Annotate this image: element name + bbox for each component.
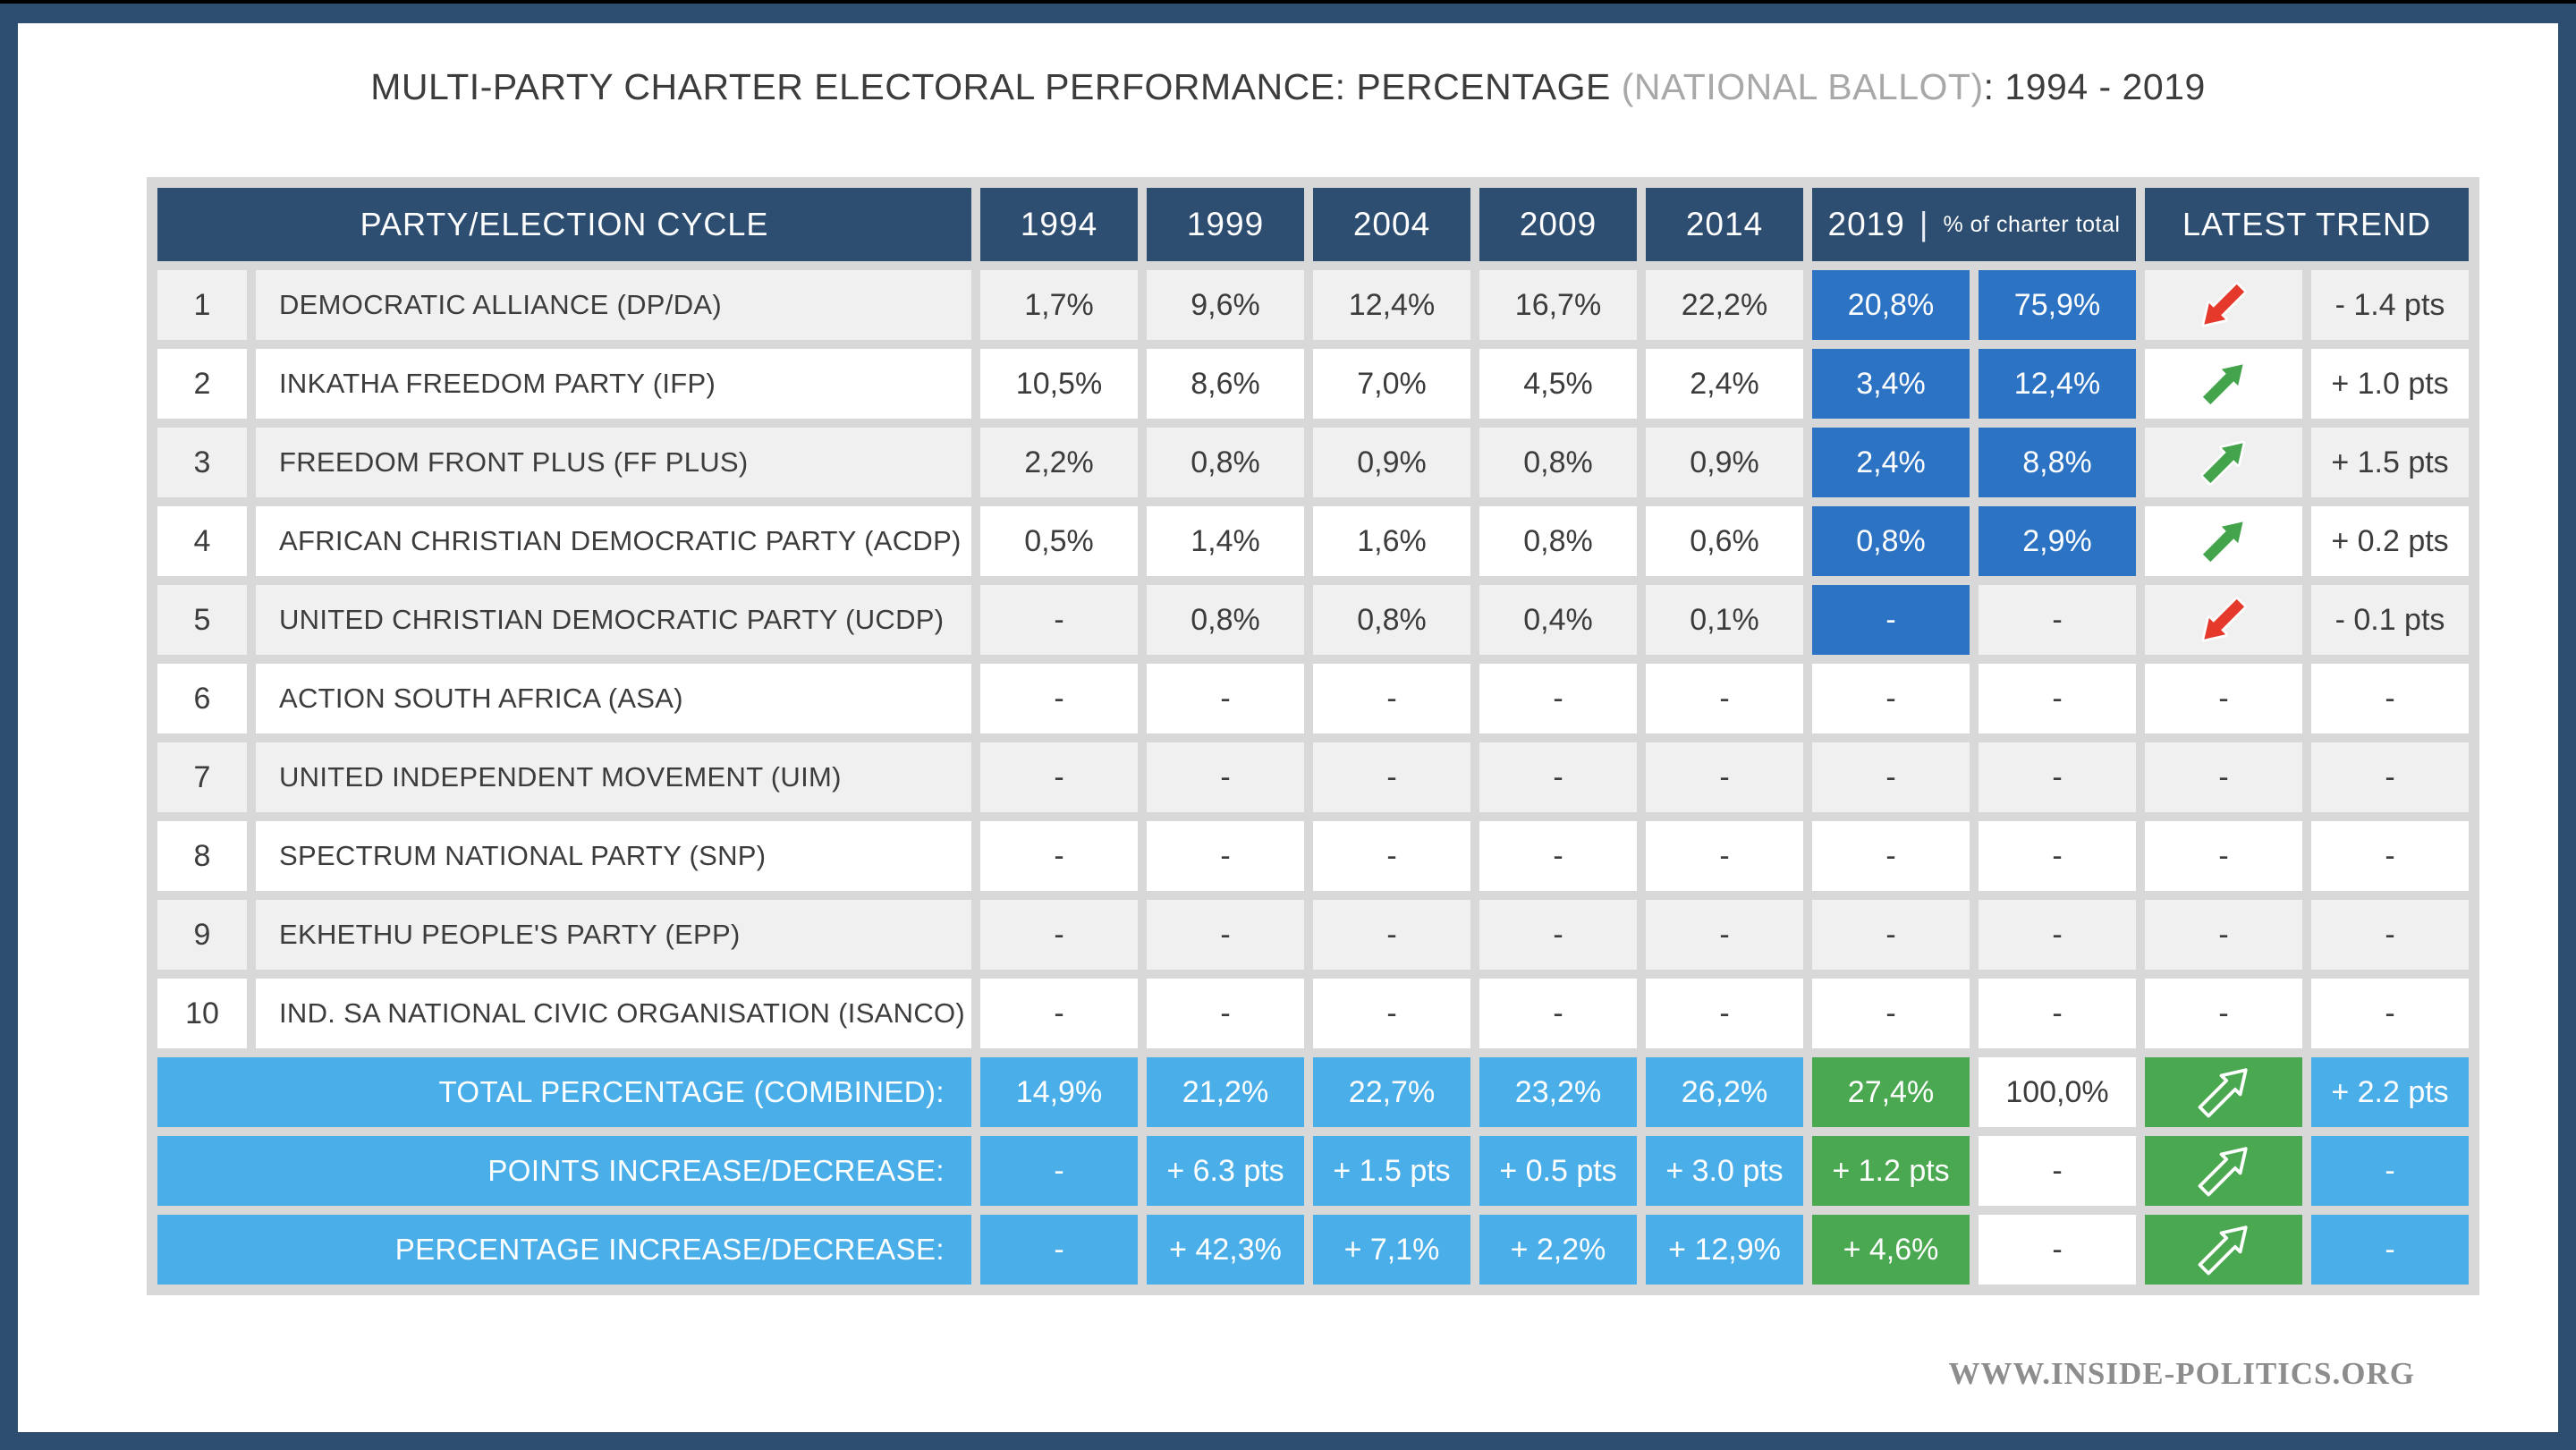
year-value-cell: -	[980, 664, 1138, 733]
year-value-cell: -	[1313, 979, 1470, 1048]
title-years: : 1994 - 2019	[1983, 66, 2206, 107]
year-value-cell: -	[1313, 742, 1470, 812]
trend-change-cell: - 1.4 pts	[2311, 270, 2469, 340]
value-2019-cell: -	[1812, 585, 1970, 655]
page-title	[0, 66, 2576, 108]
footer-2019-cell: + 1.2 pts	[1812, 1136, 1970, 1206]
footer-trend-icon-cell	[2145, 1215, 2302, 1285]
value-2019-cell: -	[1812, 742, 1970, 812]
footer-year-value-cell: -	[980, 1215, 1138, 1285]
trend-icon-cell	[2145, 506, 2302, 576]
party-name-cell: EKHETHU PEOPLE'S PARTY (EPP)	[256, 900, 971, 970]
year-value-cell: -	[980, 979, 1138, 1048]
year-value-cell: -	[980, 900, 1138, 970]
year-value-cell: 2,4%	[1646, 349, 1803, 419]
trend-icon-cell	[2145, 270, 2302, 340]
year-value-cell: 1,4%	[1147, 506, 1304, 576]
trend-icon-cell: -	[2145, 664, 2302, 733]
party-name-cell: UNITED INDEPENDENT MOVEMENT (UIM)	[256, 742, 971, 812]
footer-charter-share-cell: -	[1979, 1136, 2136, 1206]
year-value-cell: 2,2%	[980, 428, 1138, 497]
trend-up-outline-icon	[2196, 1064, 2251, 1120]
row-number: 5	[157, 585, 247, 655]
charter-share-cell: -	[1979, 821, 2136, 891]
charter-share-cell: 2,9%	[1979, 506, 2136, 576]
trend-change-cell: + 1.5 pts	[2311, 428, 2469, 497]
value-2019-cell: -	[1812, 664, 1970, 733]
footer-trend-change-cell: -	[2311, 1136, 2469, 1206]
trend-change-cell: - 0.1 pts	[2311, 585, 2469, 655]
footer-2019-cell: + 4,6%	[1812, 1215, 1970, 1285]
year-value-cell: 0,8%	[1147, 585, 1304, 655]
footer-year-value-cell: 21,2%	[1147, 1057, 1304, 1127]
year-value-cell: -	[1313, 664, 1470, 733]
party-name-cell: DEMOCRATIC ALLIANCE (DP/DA)	[256, 270, 971, 340]
year-value-cell: -	[1479, 900, 1637, 970]
footer-charter-share-cell: 100,0%	[1979, 1057, 2136, 1127]
footer-trend-icon-cell	[2145, 1057, 2302, 1127]
year-value-cell: -	[1313, 900, 1470, 970]
year-value-cell: 1,6%	[1313, 506, 1470, 576]
value-2019-cell: 0,8%	[1812, 506, 1970, 576]
year-value-cell: -	[1646, 979, 1803, 1048]
trend-down-icon	[2199, 281, 2248, 329]
footer-trend-icon-cell	[2145, 1136, 2302, 1206]
trend-icon-cell: -	[2145, 742, 2302, 812]
row-number: 7	[157, 742, 247, 812]
year-value-cell: 9,6%	[1147, 270, 1304, 340]
value-2019-cell: 3,4%	[1812, 349, 1970, 419]
footer-year-value-cell: + 0.5 pts	[1479, 1136, 1637, 1206]
header-2019: 2019	[1827, 206, 1905, 242]
year-value-cell: -	[1646, 821, 1803, 891]
footer-year-value-cell: 14,9%	[980, 1057, 1138, 1127]
electoral-performance-table	[147, 177, 2479, 1295]
year-value-cell: -	[1646, 900, 1803, 970]
trend-up-outline-icon	[2196, 1222, 2251, 1277]
header-divider: |	[1919, 206, 1929, 242]
footer-label: TOTAL PERCENTAGE (COMBINED):	[157, 1057, 971, 1127]
header-2004: 2004	[1313, 188, 1470, 261]
footer-year-value-cell: + 12,9%	[1646, 1215, 1803, 1285]
year-value-cell: -	[1646, 742, 1803, 812]
year-value-cell: -	[1147, 742, 1304, 812]
year-value-cell: 0,8%	[1147, 428, 1304, 497]
trend-icon-cell: -	[2145, 821, 2302, 891]
footer-year-value-cell: 26,2%	[1646, 1057, 1803, 1127]
trend-up-icon	[2199, 438, 2248, 487]
trend-icon-cell	[2145, 428, 2302, 497]
year-value-cell: 0,4%	[1479, 585, 1637, 655]
trend-up-icon	[2199, 517, 2248, 565]
year-value-cell: -	[1479, 742, 1637, 812]
year-value-cell: -	[1147, 979, 1304, 1048]
charter-share-cell: 75,9%	[1979, 270, 2136, 340]
footer-year-value-cell: 23,2%	[1479, 1057, 1637, 1127]
trend-change-cell: -	[2311, 900, 2469, 970]
row-number: 8	[157, 821, 247, 891]
header-party-election-cycle: PARTY/ELECTION CYCLE	[157, 188, 971, 261]
header-2019-charter-share	[1812, 188, 2136, 261]
year-value-cell: 0,8%	[1479, 506, 1637, 576]
footer-label: POINTS INCREASE/DECREASE:	[157, 1136, 971, 1206]
title-main: MULTI-PARTY CHARTER ELECTORAL PERFORMANCE: PERCENTAGE	[370, 66, 1611, 107]
footer-year-value-cell: + 7,1%	[1313, 1215, 1470, 1285]
year-value-cell: -	[1479, 821, 1637, 891]
watermark-url: WWW.INSIDE-POLITICS.ORG	[1948, 1356, 2415, 1391]
party-name-cell: ACTION SOUTH AFRICA (ASA)	[256, 664, 971, 733]
year-value-cell: -	[1147, 664, 1304, 733]
year-value-cell: -	[1479, 664, 1637, 733]
footer-charter-share-cell: -	[1979, 1215, 2136, 1285]
value-2019-cell: -	[1812, 821, 1970, 891]
year-value-cell: 1,7%	[980, 270, 1138, 340]
footer-year-value-cell: + 2,2%	[1479, 1215, 1637, 1285]
charter-share-cell: -	[1979, 664, 2136, 733]
charter-share-cell: -	[1979, 742, 2136, 812]
row-number: 4	[157, 506, 247, 576]
year-value-cell: -	[980, 821, 1138, 891]
year-value-cell: 22,2%	[1646, 270, 1803, 340]
footer-label: PERCENTAGE INCREASE/DECREASE:	[157, 1215, 971, 1285]
row-number: 2	[157, 349, 247, 419]
row-number: 1	[157, 270, 247, 340]
year-value-cell: 8,6%	[1147, 349, 1304, 419]
value-2019-cell: 20,8%	[1812, 270, 1970, 340]
party-name-cell: SPECTRUM NATIONAL PARTY (SNP)	[256, 821, 971, 891]
year-value-cell: 0,1%	[1646, 585, 1803, 655]
header-2009: 2009	[1479, 188, 1637, 261]
header-share-label: % of charter total	[1943, 211, 2121, 237]
party-name-cell: FREEDOM FRONT PLUS (FF PLUS)	[256, 428, 971, 497]
trend-up-icon	[2199, 360, 2248, 408]
row-number: 3	[157, 428, 247, 497]
footer-trend-change-cell: + 2.2 pts	[2311, 1057, 2469, 1127]
year-value-cell: -	[1646, 664, 1803, 733]
year-value-cell: 7,0%	[1313, 349, 1470, 419]
footer-year-value-cell: + 42,3%	[1147, 1215, 1304, 1285]
footer-2019-cell: 27,4%	[1812, 1057, 1970, 1127]
year-value-cell: 10,5%	[980, 349, 1138, 419]
footer-year-value-cell: 22,7%	[1313, 1057, 1470, 1127]
trend-icon-cell: -	[2145, 900, 2302, 970]
year-value-cell: 16,7%	[1479, 270, 1637, 340]
year-value-cell: -	[980, 742, 1138, 812]
charter-share-cell: 12,4%	[1979, 349, 2136, 419]
value-2019-cell: -	[1812, 900, 1970, 970]
footer-year-value-cell: + 6.3 pts	[1147, 1136, 1304, 1206]
window-top-edge	[0, 0, 2576, 4]
trend-change-cell: + 1.0 pts	[2311, 349, 2469, 419]
year-value-cell: -	[1479, 979, 1637, 1048]
year-value-cell: 12,4%	[1313, 270, 1470, 340]
trend-up-outline-icon	[2196, 1143, 2251, 1199]
trend-change-cell: -	[2311, 979, 2469, 1048]
charter-share-cell: 8,8%	[1979, 428, 2136, 497]
party-name-cell: IND. SA NATIONAL CIVIC ORGANISATION (ISANCO)	[256, 979, 971, 1048]
footer-trend-change-cell: -	[2311, 1215, 2469, 1285]
trend-change-cell: + 0.2 pts	[2311, 506, 2469, 576]
row-number: 6	[157, 664, 247, 733]
year-value-cell: 0,8%	[1479, 428, 1637, 497]
year-value-cell: 0,9%	[1313, 428, 1470, 497]
trend-change-cell: -	[2311, 821, 2469, 891]
row-number: 9	[157, 900, 247, 970]
party-name-cell: AFRICAN CHRISTIAN DEMOCRATIC PARTY (ACDP)	[256, 506, 971, 576]
charter-share-cell: -	[1979, 585, 2136, 655]
header-1999: 1999	[1147, 188, 1304, 261]
year-value-cell: 0,6%	[1646, 506, 1803, 576]
footer-year-value-cell: + 1.5 pts	[1313, 1136, 1470, 1206]
value-2019-cell: -	[1812, 979, 1970, 1048]
header-1994: 1994	[980, 188, 1138, 261]
title-muted: (NATIONAL BALLOT)	[1610, 66, 1984, 107]
footer-year-value-cell: -	[980, 1136, 1138, 1206]
party-name-cell: UNITED CHRISTIAN DEMOCRATIC PARTY (UCDP)	[256, 585, 971, 655]
footer-year-value-cell: + 3.0 pts	[1646, 1136, 1803, 1206]
year-value-cell: -	[980, 585, 1138, 655]
value-2019-cell: 2,4%	[1812, 428, 1970, 497]
trend-change-cell: -	[2311, 742, 2469, 812]
charter-share-cell: -	[1979, 979, 2136, 1048]
year-value-cell: 4,5%	[1479, 349, 1637, 419]
year-value-cell: -	[1313, 821, 1470, 891]
year-value-cell: 0,8%	[1313, 585, 1470, 655]
trend-down-icon	[2199, 596, 2248, 644]
trend-icon-cell	[2145, 585, 2302, 655]
trend-icon-cell: -	[2145, 979, 2302, 1048]
trend-change-cell: -	[2311, 664, 2469, 733]
header-latest-trend: LATEST TREND	[2145, 188, 2469, 261]
year-value-cell: -	[1147, 821, 1304, 891]
trend-icon-cell	[2145, 349, 2302, 419]
header-2014: 2014	[1646, 188, 1803, 261]
party-name-cell: INKATHA FREEDOM PARTY (IFP)	[256, 349, 971, 419]
row-number: 10	[157, 979, 247, 1048]
charter-share-cell: -	[1979, 900, 2136, 970]
year-value-cell: 0,9%	[1646, 428, 1803, 497]
year-value-cell: -	[1147, 900, 1304, 970]
year-value-cell: 0,5%	[980, 506, 1138, 576]
